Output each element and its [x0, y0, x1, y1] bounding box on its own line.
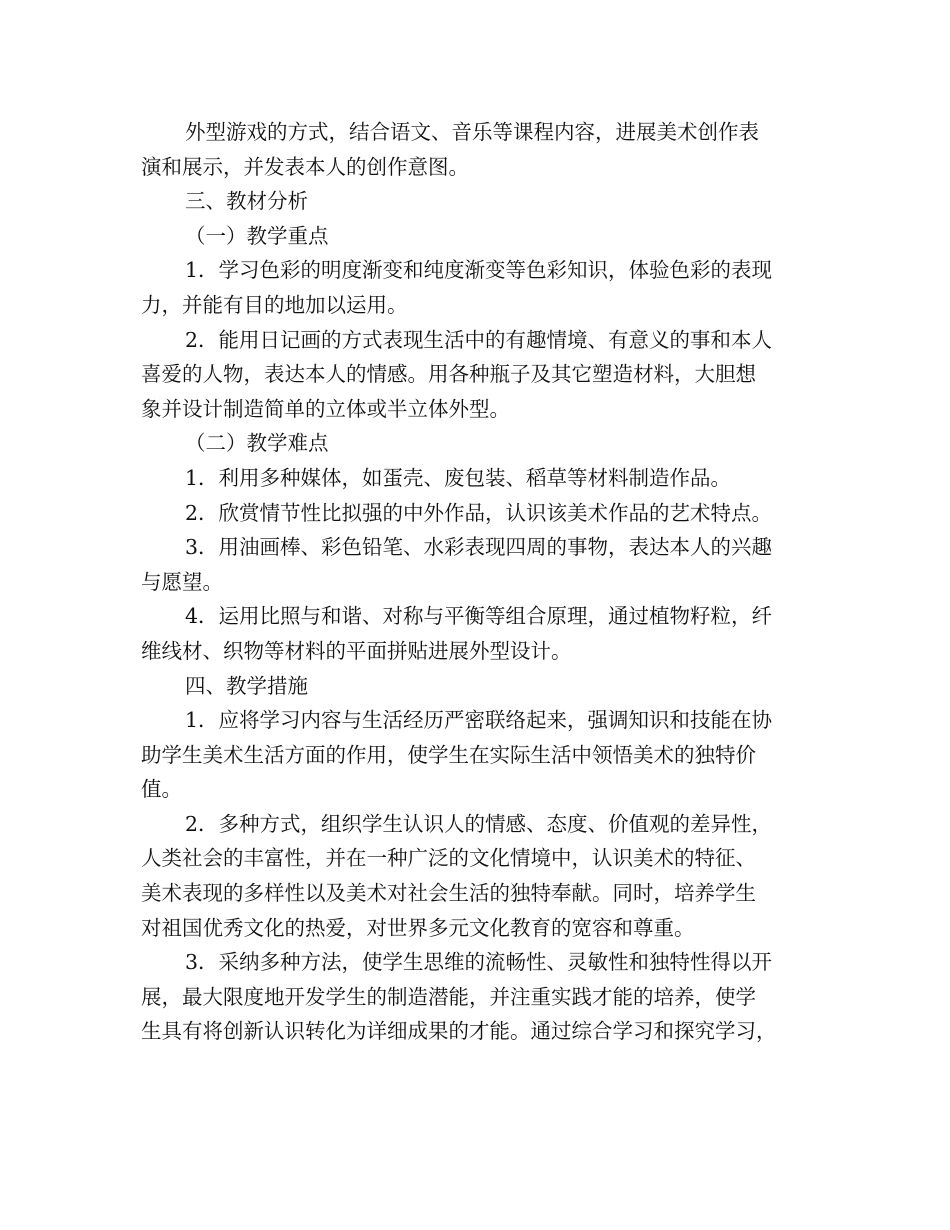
text-line-8: 喜爱的人物，表达本人的情感。用各种瓶子及其它塑造材料，大胆想 — [141, 362, 756, 387]
text-line-22: 人类社会的丰富性，并在一种广泛的文化情境中，认识美术的特征、 — [141, 846, 756, 871]
text-line-18: 1．应将学习内容与生活经历严密联络起来，强调知识和技能在协 — [185, 708, 773, 733]
text-line-14: 与愿望。 — [141, 569, 223, 594]
section-heading-teaching-measures: 四、教学措施 — [185, 673, 308, 698]
text-line-12: 2．欣赏情节性比拟强的中外作品，认识该美术作品的艺术特点。 — [185, 500, 773, 525]
text-line-5: 1．学习色彩的明度渐变和纯度渐变等色彩知识，体验色彩的表现 — [185, 258, 773, 283]
text-line-23: 美术表现的多样性以及美术对社会生活的独特奉献。同时，培养学生 — [141, 881, 756, 906]
text-line-9: 象并设计制造简单的立体或半立体外型。 — [141, 396, 510, 421]
subsection-heading-teaching-difficulties: （二）教学难点 — [185, 431, 329, 456]
text-line-26: 展，最大限度地开发学生的制造潜能，并注重实践才能的培养，使学 — [141, 984, 756, 1009]
text-line-16: 维线材、织物等材料的平面拼贴进展外型设计。 — [141, 638, 572, 663]
text-line-1: 外型游戏的方式，结合语文、音乐等课程内容，进展美术创作表 — [185, 120, 759, 144]
text-line-7: 2．能用日记画的方式表现生活中的有趣情境、有意义的事和本人 — [185, 327, 773, 352]
section-heading-teaching-material-analysis: 三、教材分析 — [185, 189, 308, 214]
text-line-13: 3．用油画棒、彩色铅笔、水彩表现四周的事物，表达本人的兴趣 — [185, 535, 773, 560]
text-line-6: 力，并能有目的地加以运用。 — [141, 292, 408, 317]
text-line-24: 对祖国优秀文化的热爱，对世界多元文化教育的宽容和尊重。 — [141, 915, 695, 940]
text-line-21: 2．多种方式，组织学生认识人的情感、态度、价值观的差异性， — [185, 811, 773, 836]
text-line-15: 4．运用比照与和谐、对称与平衡等组合原理，通过植物籽粒，纤 — [185, 604, 773, 629]
document-body — [141, 115, 813, 1049]
text-line-11: 1．利用多种媒体，如蛋壳、废包装、稻草等材料制造作品。 — [185, 465, 732, 490]
text-line-20: 值。 — [141, 777, 182, 802]
text-line-25: 3．采纳多种方法，使学生思维的流畅性、灵敏性和独特性得以开 — [185, 950, 773, 975]
text-line-27: 生具有将创新认识转化为详细成果的才能。通过综合学习和探究学习， — [141, 1019, 777, 1044]
text-line-19: 助学生美术生活方面的作用，使学生在实际生活中领悟美术的独特价 — [141, 742, 756, 767]
subsection-heading-teaching-focus: （一）教学重点 — [185, 223, 329, 248]
text-line-2: 演和展示，并发表本人的创作意图。 — [141, 154, 469, 179]
